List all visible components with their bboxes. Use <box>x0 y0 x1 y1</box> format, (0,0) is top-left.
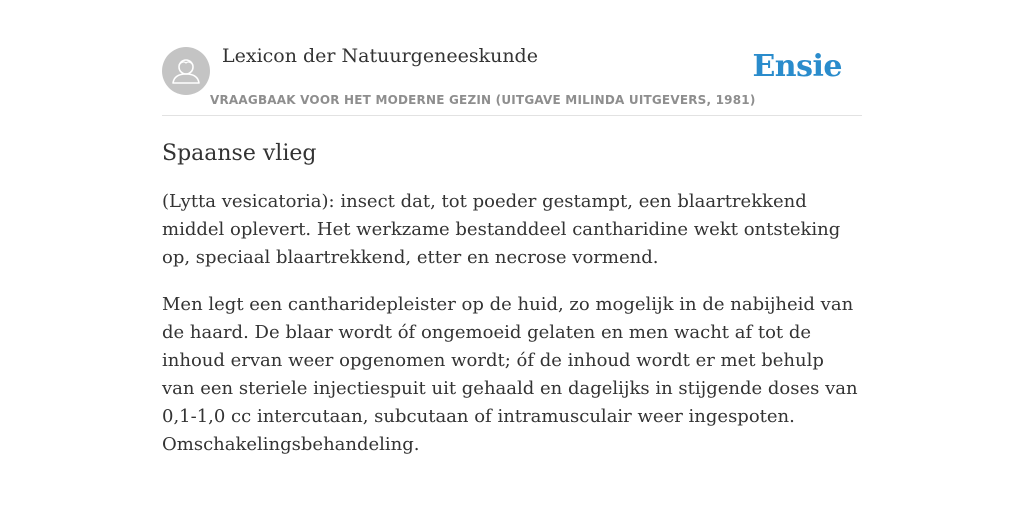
avatar[interactable] <box>162 47 210 95</box>
entry-card <box>162 38 862 459</box>
source-subtitle: VRAAGBAAK VOOR HET MODERNE GEZIN (UITGAVE MILINDA UITGEVERS, 1981) <box>210 93 756 107</box>
entry-term: Spaanse vlieg <box>162 141 317 166</box>
source-title[interactable]: Lexicon der Natuurgeneeskunde <box>222 45 538 67</box>
entry-paragraph-2: Men legt een cantharidepleister op de huid, zo mogelijk in de nabijheid van de haard. De blaar wordt óf ongemoeid gelaten en men wacht af tot de inhoud ervan weer opgenomen wordt; óf de inhoud wordt er met behulp van een steriele injectiespuit uit gehaald en dagelijks in stijgende doses van 0,1-1,0 cc intercutaan, subcutaan of intramusculair weer ingespoten. Omschakelingsbehandeling. <box>162 294 858 455</box>
entry-header <box>162 38 862 116</box>
entry-paragraph-1: (Lytta vesicatoria): insect dat, tot poeder gestampt, een blaartrekkend middel oplevert. Het werkzame bestanddeel cantharidine wekt ontsteking op, speciaal blaartrekkend, etter en necrose vormend. <box>162 191 841 268</box>
brand-logo[interactable]: Ensie <box>752 49 842 84</box>
user-icon <box>162 47 210 95</box>
